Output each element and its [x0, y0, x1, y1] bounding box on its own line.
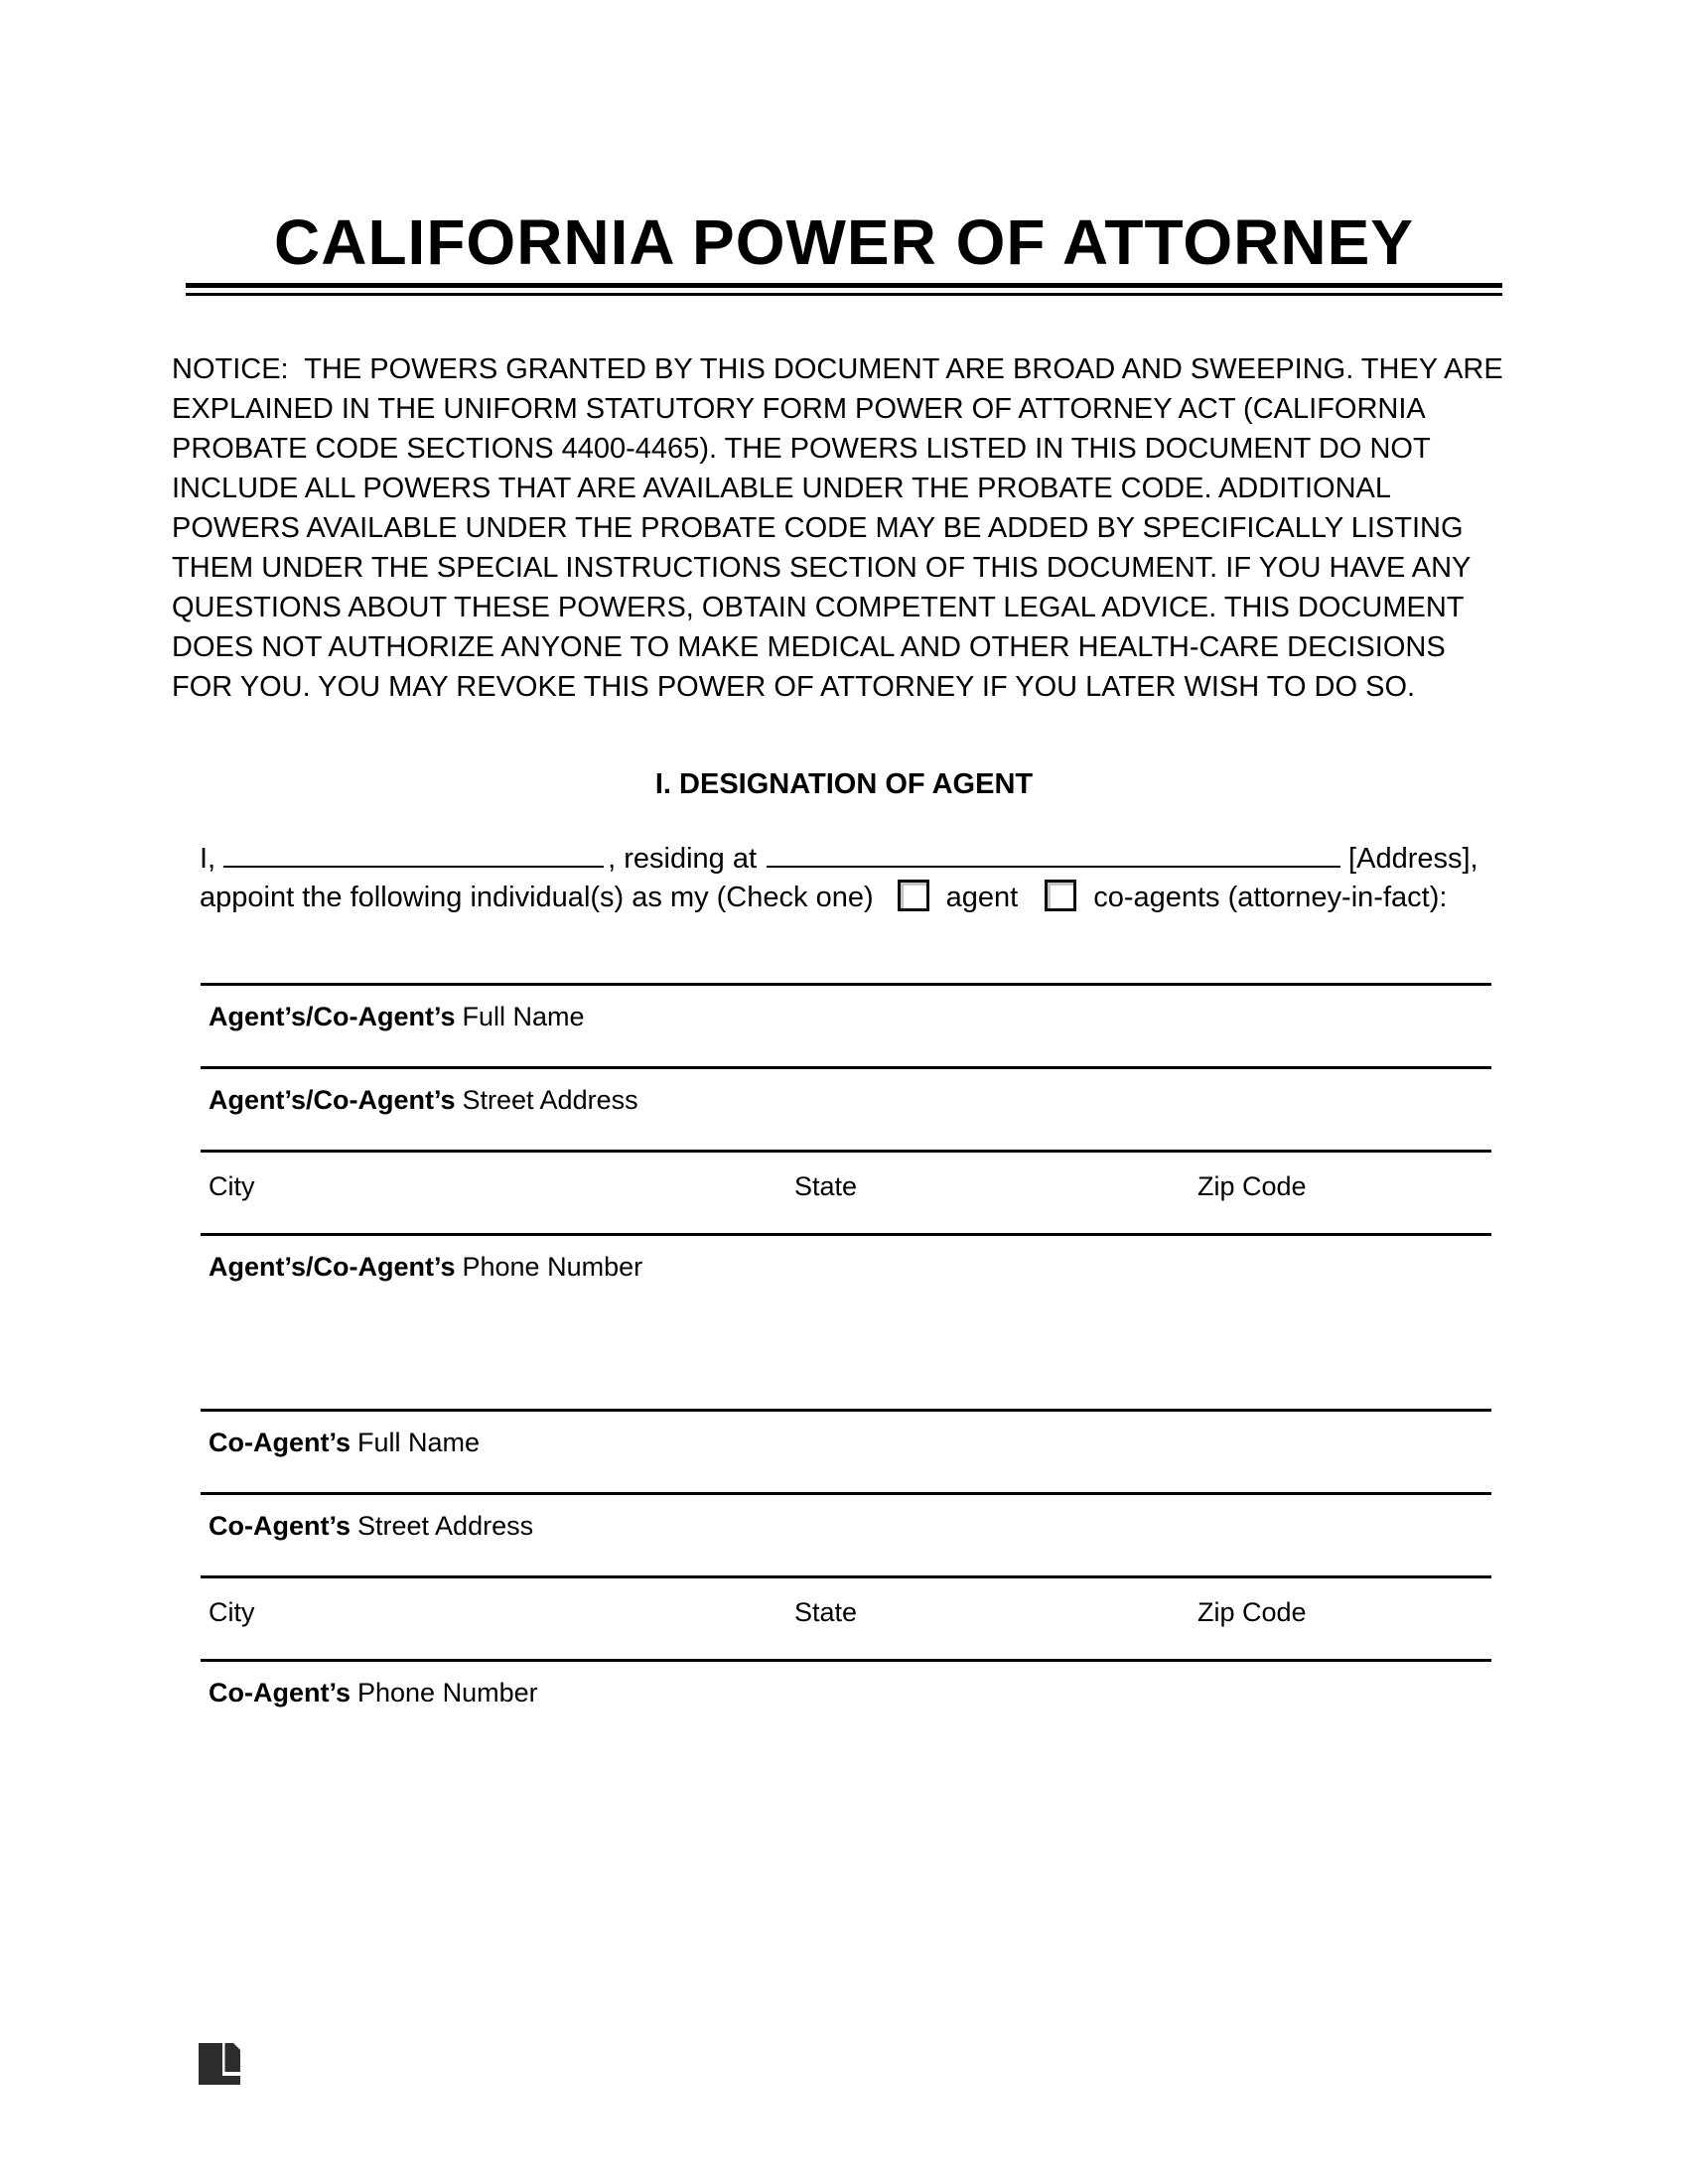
coagent-phone-row: [201, 1659, 1491, 1709]
agent-street-label-normal: Street Address: [462, 1085, 638, 1115]
notice-line: PROBATE CODE SECTIONS 4400-4465). THE POWERS LISTED IN THIS DOCUMENT DO NOT: [172, 433, 1431, 465]
notice-line: FOR YOU. YOU MAY REVOKE THIS POWER OF ATTORNEY IF YOU LATER WISH TO DO SO.: [172, 671, 1416, 703]
coagent-zip-label: Zip Code: [1197, 1597, 1307, 1627]
coagents-checkbox-label: co-agents (attorney-in-fact):: [1093, 882, 1448, 913]
agent-full-name-input-line[interactable]: [201, 983, 1491, 986]
notice-line: QUESTIONS ABOUT THESE POWERS, OBTAIN COMPETENT LEGAL ADVICE. THIS DOCUMENT: [172, 592, 1465, 623]
agent-street-label-bold: Agent’s/Co-Agent’s: [209, 1085, 456, 1115]
agent-checkbox[interactable]: [898, 880, 929, 911]
coagent-street-row: [201, 1492, 1491, 1543]
agent-city-label: City: [209, 1171, 255, 1201]
agent-city-state-zip-row: [201, 1150, 1491, 1212]
coagent-full-name-row: [201, 1409, 1491, 1459]
section-1-heading: I. DESIGNATION OF AGENT: [654, 768, 1034, 800]
coagent-phone-label: [209, 1676, 1491, 1709]
agent-phone-label: [209, 1250, 1491, 1284]
notice-line: DOES NOT AUTHORIZE ANYONE TO MAKE MEDICAL AND OTHER HEALTH-CARE DECISIONS: [172, 631, 1446, 663]
agent-street-input-line[interactable]: [201, 1066, 1491, 1069]
agent-checkbox-label: agent: [945, 882, 1019, 913]
principal-name-blank[interactable]: [223, 837, 604, 868]
agent-phone-input-line[interactable]: [201, 1233, 1491, 1236]
coagent-street-label-bold: Co-Agent’s: [209, 1511, 351, 1541]
agent-phone-label-normal: Phone Number: [462, 1252, 643, 1282]
coagent-street-input-line[interactable]: [201, 1492, 1491, 1495]
page-title: CALIFORNIA POWER OF ATTORNEY: [274, 206, 1414, 278]
title-underline: [186, 283, 1502, 296]
coagents-checkbox[interactable]: [1045, 880, 1076, 911]
coagent-full-name-input-line[interactable]: [201, 1409, 1491, 1412]
agent-full-name-row: [201, 983, 1491, 1033]
notice-line: INCLUDE ALL POWERS THAT ARE AVAILABLE UNDER THE PROBATE CODE. ADDITIONAL: [172, 473, 1391, 504]
agent-street-label: [209, 1083, 1491, 1117]
intro-sentence-line-2: [200, 878, 1510, 917]
coagent-state-label: State: [794, 1597, 858, 1627]
intro-sentence-line-1: [200, 837, 1510, 879]
intro-residing-label: , residing at: [608, 843, 758, 875]
notice-line: NOTICE: THE POWERS GRANTED BY THIS DOCUMENT ARE BROAD AND SWEEPING. THEY ARE: [172, 353, 1503, 385]
coagent-phone-label-bold: Co-Agent’s: [209, 1678, 351, 1707]
agent-full-name-label: [209, 1000, 1491, 1033]
coagent-phone-input-line[interactable]: [201, 1659, 1491, 1662]
notice-line: POWERS AVAILABLE UNDER THE PROBATE CODE MAY BE ADDED BY SPECIFICALLY LISTING: [172, 512, 1464, 544]
coagent-full-name-label-normal: Full Name: [357, 1428, 481, 1457]
intro-appoint-label: appoint the following individual(s) as my (Check one): [200, 882, 874, 913]
coagent-full-name-label: [209, 1426, 1491, 1459]
coagent-street-label-normal: Street Address: [357, 1511, 534, 1541]
coagent-city-state-zip-row: [201, 1575, 1491, 1638]
legaltemplates-logo-icon: [199, 2043, 241, 2086]
principal-address-blank[interactable]: [767, 837, 1340, 868]
coagent-full-name-label-bold: Co-Agent’s: [209, 1428, 351, 1457]
coagent-phone-label-normal: Phone Number: [357, 1678, 538, 1707]
coagent-street-label: [209, 1509, 1491, 1543]
agent-full-name-label-bold: Agent’s/Co-Agent’s: [209, 1002, 456, 1031]
address-tag-label: [Address],: [1348, 843, 1478, 875]
agent-phone-row: [201, 1233, 1491, 1284]
intro-i-label: I,: [200, 843, 216, 875]
agent-phone-label-bold: Agent’s/Co-Agent’s: [209, 1252, 456, 1282]
notice-line: EXPLAINED IN THE UNIFORM STATUTORY FORM POWER OF ATTORNEY ACT (CALIFORNIA: [172, 393, 1426, 425]
notice-paragraph: [172, 349, 1522, 707]
agent-zip-label: Zip Code: [1197, 1171, 1307, 1201]
agent-street-row: [201, 1066, 1491, 1117]
legaltemplates-logo: [199, 2043, 241, 2086]
agent-state-label: State: [794, 1171, 858, 1201]
agent-full-name-label-normal: Full Name: [462, 1002, 585, 1031]
notice-line: THEM UNDER THE SPECIAL INSTRUCTIONS SECTION OF THIS DOCUMENT. IF YOU HAVE ANY: [172, 552, 1472, 584]
coagent-city-label: City: [209, 1597, 255, 1627]
